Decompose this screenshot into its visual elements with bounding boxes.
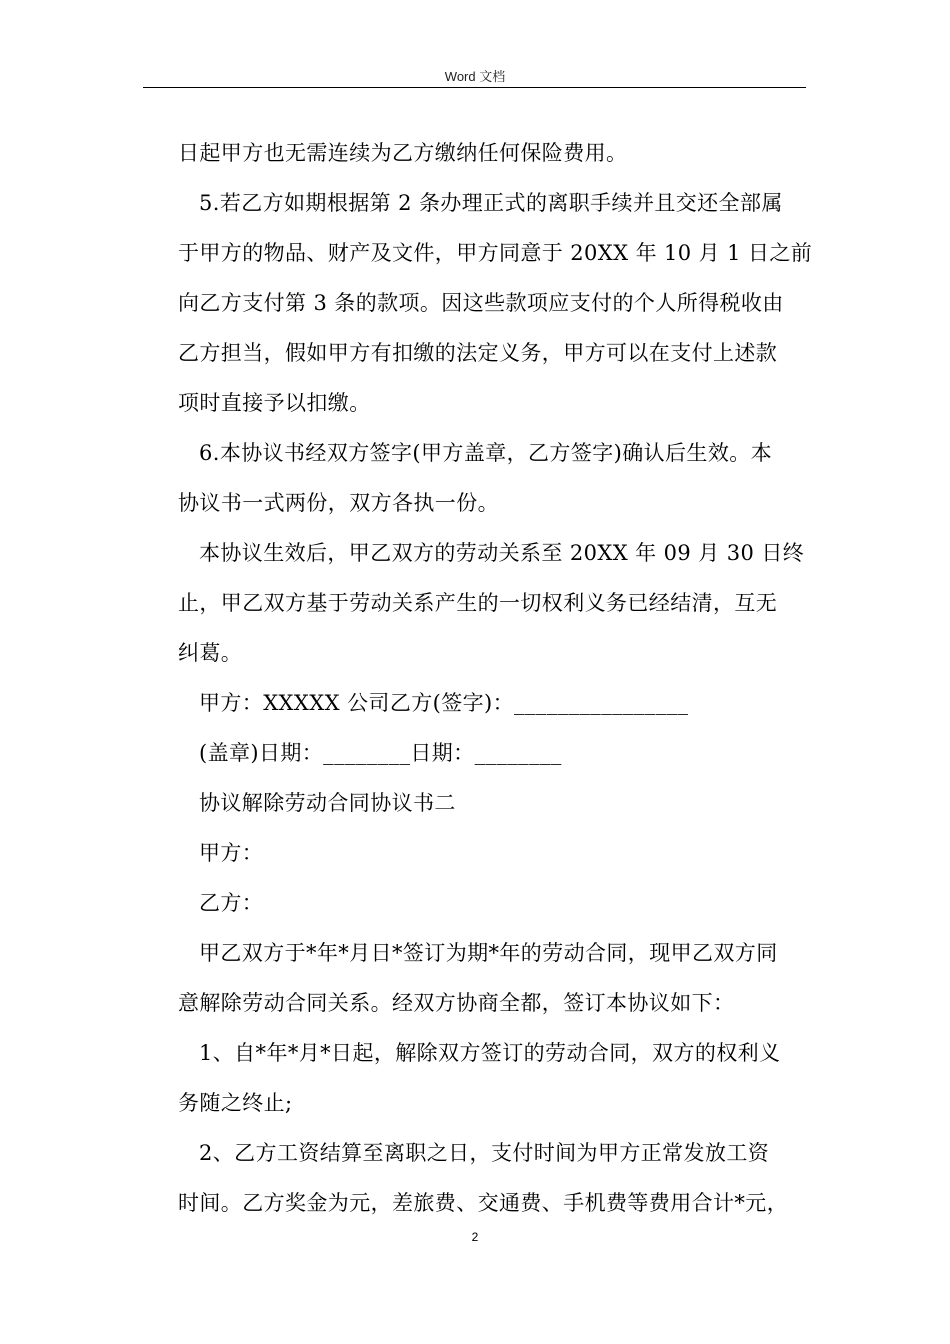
body-line: 日起甲方也无需连续为乙方缴纳任何保险费用。 [178, 141, 628, 165]
signature-line-party-a: 甲方：XXXXX 公司乙方(签字)：________________ [199, 691, 689, 715]
body-line: 向乙方支付第 3 条的款项。因这些款项应支付的个人所得税收由 [178, 291, 784, 315]
body-line: 项时直接予以扣缴。 [178, 391, 371, 415]
page-number: 2 [471, 1230, 479, 1244]
body-line: 甲乙双方于*年*月日*签订为期*年的劳动合同，现甲乙双方同 [199, 941, 778, 965]
party-b-label: 乙方： [199, 891, 264, 915]
party-a-label: 甲方： [199, 841, 264, 865]
body-line: 意解除劳动合同关系。经双方协商全都，签订本协议如下： [178, 991, 735, 1015]
body-line: 本协议生效后，甲乙双方的劳动关系至 20XX 年 09 月 30 日终 [199, 541, 805, 565]
signature-line-date: (盖章)日期：________日期：________ [199, 741, 562, 765]
section-title: 协议解除劳动合同协议书二 [199, 791, 456, 815]
body-line: 务随之终止; [178, 1091, 293, 1115]
page-header-title: Word 文档 [444, 69, 506, 84]
document-body [178, 128, 813, 1228]
body-line: 协议书一式两份，双方各执一份。 [178, 491, 499, 515]
body-line: 于甲方的物品、财产及文件，甲方同意于 20XX 年 10 月 1 日之前 [178, 241, 813, 265]
body-line: 6.本协议书经双方签字(甲方盖章，乙方签字)确认后生效。本 [199, 441, 773, 465]
body-line: 止，甲乙双方基于劳动关系产生的一切权利义务已经结清，互无 [178, 591, 778, 615]
header-divider [143, 87, 806, 88]
body-line: 2、乙方工资结算至离职之日，支付时间为甲方正常发放工资 [199, 1141, 770, 1165]
body-line: 5.若乙方如期根据第 2 条办理正式的离职手续并且交还全部属 [199, 191, 783, 215]
body-line: 纠葛。 [178, 641, 243, 665]
body-line: 1、自*年*月*日起，解除双方签订的劳动合同，双方的权利义 [199, 1041, 781, 1065]
body-line: 乙方担当，假如甲方有扣缴的法定义务，甲方可以在支付上述款 [178, 341, 778, 365]
body-line: 时间。乙方奖金为元，差旅费、交通费、手机费等费用合计*元， [178, 1191, 789, 1215]
